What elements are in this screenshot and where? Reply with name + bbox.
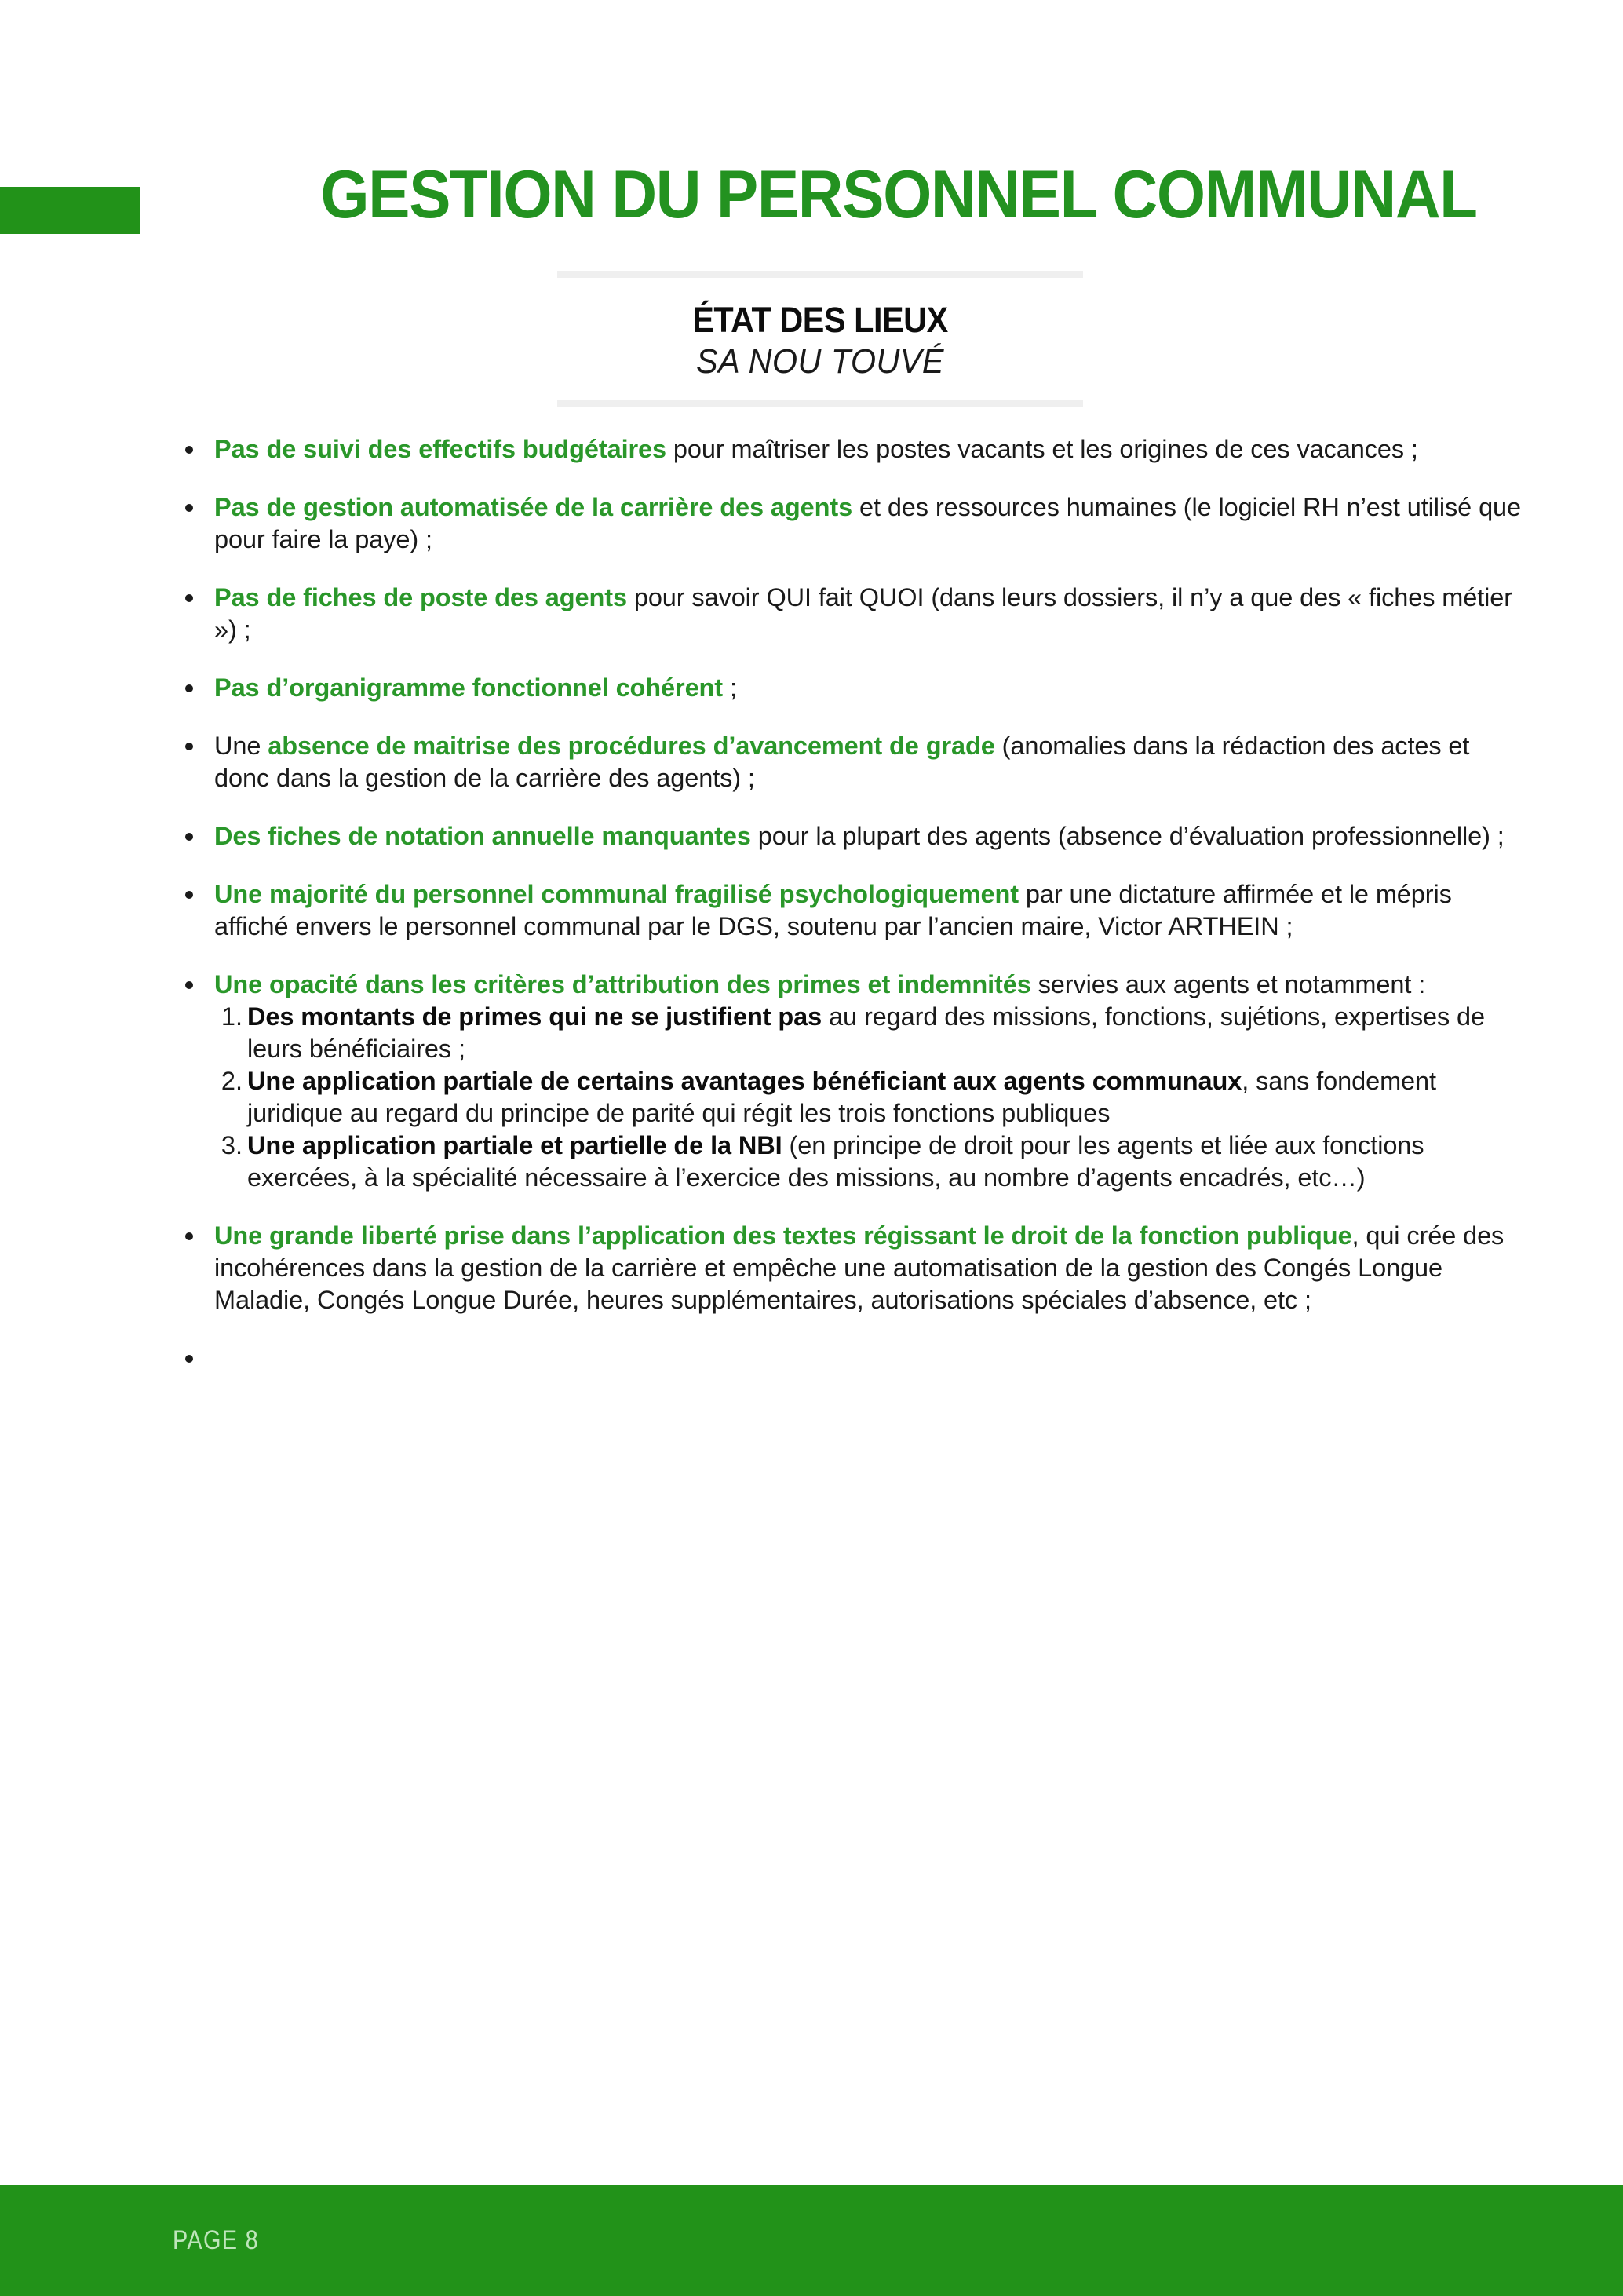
content-body	[179, 433, 1529, 1374]
bullet-lead: Une	[214, 732, 268, 760]
numbered-marker: 1.	[221, 1002, 243, 1031]
divider-top	[557, 271, 1083, 278]
numbered-rest: , sans fondement juridique au regard du principe de parité qui régit les trois fonctions publiques	[247, 1067, 1436, 1127]
numbered-bold: Des montants de primes qui ne se justifient pas	[247, 1002, 822, 1031]
bullet-rest: , qui crée des incohérences dans la gestion de la carrière et empêche une automatisation de la gestion des Congés Longue Maladie, Congés Longue Durée, heures supplémentaires, autorisations spéciales d’absence, etc ;	[214, 1221, 1504, 1314]
bullet-rest: pour la plupart des agents (absence d’évaluation professionnelle) ;	[750, 822, 1504, 850]
bullet-text	[214, 730, 1529, 794]
divider-bottom	[557, 400, 1083, 407]
bullet-text	[214, 969, 1529, 1001]
bullet-rest: pour savoir QUI fait QUOI (dans leurs dossiers, il n’y a que des « fiches métier ») ;	[214, 583, 1512, 644]
bullet-highlight: absence de maitrise des procédures d’avancement de grade	[268, 732, 995, 760]
list-item	[179, 582, 1529, 646]
numbered-text	[247, 1130, 1529, 1194]
bullet-highlight: Pas de gestion automatisée de la carrière des agents	[214, 493, 853, 521]
bullet-text	[214, 433, 1529, 465]
bullet-highlight: Pas de fiches de poste des agents	[214, 583, 627, 611]
bullet-highlight: Une opacité dans les critères d’attribution des primes et indemnités	[214, 970, 1031, 998]
numbered-bold: Une application partiale et partielle de la NBI	[247, 1131, 782, 1159]
bullet-dot-icon	[185, 684, 193, 692]
bullet-text	[214, 878, 1529, 943]
subtitle-creole: SA NOU TOUVÉ	[696, 342, 944, 381]
page-number-label: PAGE 8	[173, 2225, 259, 2255]
list-item	[179, 491, 1529, 556]
bullet-rest: et des ressources humaines (le logiciel RH n’est utilisé que pour faire la paye) ;	[214, 493, 1522, 553]
numbered-bold: Une application partiale de certains avantages bénéficiant aux agents communaux	[247, 1067, 1242, 1095]
list-item	[179, 878, 1529, 943]
bullet-dot-icon	[185, 891, 193, 899]
bullet-rest: pour maîtriser les postes vacants et les origines de ces vacances ;	[666, 435, 1418, 463]
numbered-text	[247, 1065, 1529, 1130]
bullet-rest: servies aux agents et notamment :	[1030, 970, 1426, 998]
numbered-marker: 3.	[221, 1131, 243, 1159]
bullet-rest: ;	[723, 673, 737, 702]
subtitle-main: ÉTAT DES LIEUX	[692, 300, 948, 340]
list-item-with-sublist	[179, 969, 1529, 1194]
bullet-highlight: Une grande liberté prise dans l’application des textes régissant le droit de la fonction publique	[214, 1221, 1352, 1250]
numbered-list-item	[214, 1065, 1529, 1130]
list-item	[179, 820, 1529, 852]
numbered-text	[247, 1001, 1529, 1065]
bullet-text	[214, 1220, 1529, 1316]
bullet-text	[214, 820, 1529, 852]
numbered-list-item	[214, 1130, 1529, 1194]
bullet-highlight: Pas de suivi des effectifs budgétaires	[214, 435, 666, 463]
page-title: GESTION DU PERSONNEL COMMUNAL	[320, 157, 1477, 232]
bullet-rest: par une dictature affirmée et le mépris affiché envers le personnel communal par le DGS, soutenu par l’ancien maire, Victor ARTHEIN ;	[214, 880, 1452, 940]
bullet-text	[214, 582, 1529, 646]
numbered-sublist	[214, 1001, 1529, 1194]
bullet-highlight: Des fiches de notation annuelle manquantes	[214, 822, 751, 850]
bullet-text	[214, 491, 1529, 556]
subtitle-block	[557, 271, 1083, 407]
bullet-dot-icon	[185, 504, 193, 512]
list-item	[179, 1220, 1529, 1316]
bullet-dot-icon	[185, 594, 193, 602]
bullet-dot-icon	[185, 743, 193, 750]
bullet-dot-icon	[185, 1355, 193, 1363]
bullet-text	[214, 672, 1529, 704]
bullet-dot-icon	[185, 446, 193, 454]
page-footer	[0, 2185, 1623, 2296]
bullet-dot-icon	[185, 1232, 193, 1240]
bullet-highlight: Une majorité du personnel communal fragilisé psychologiquement	[214, 880, 1019, 908]
list-item	[179, 433, 1529, 465]
bullet-highlight: Pas d’organigramme fonctionnel cohérent	[214, 673, 724, 702]
numbered-list-item	[214, 1001, 1529, 1065]
list-item-empty	[179, 1342, 1529, 1374]
list-item	[179, 730, 1529, 794]
bullet-dot-icon	[185, 981, 193, 989]
header-accent-bar	[0, 187, 140, 234]
numbered-rest: (en principe de droit pour les agents et liée aux fonctions exercées, à la spécialité nécessaire à l’exercice des missions, au nombre d’agents encadrés, etc…)	[247, 1131, 1424, 1192]
bullet-dot-icon	[185, 833, 193, 841]
numbered-marker: 2.	[221, 1067, 243, 1095]
list-item	[179, 672, 1529, 704]
page-header	[0, 0, 1623, 259]
bullet-rest: (anomalies dans la rédaction des actes et donc dans la gestion de la carrière des agents) ;	[214, 732, 1470, 792]
numbered-rest: au regard des missions, fonctions, sujétions, expertises de leurs bénéficiaires ;	[247, 1002, 1485, 1063]
